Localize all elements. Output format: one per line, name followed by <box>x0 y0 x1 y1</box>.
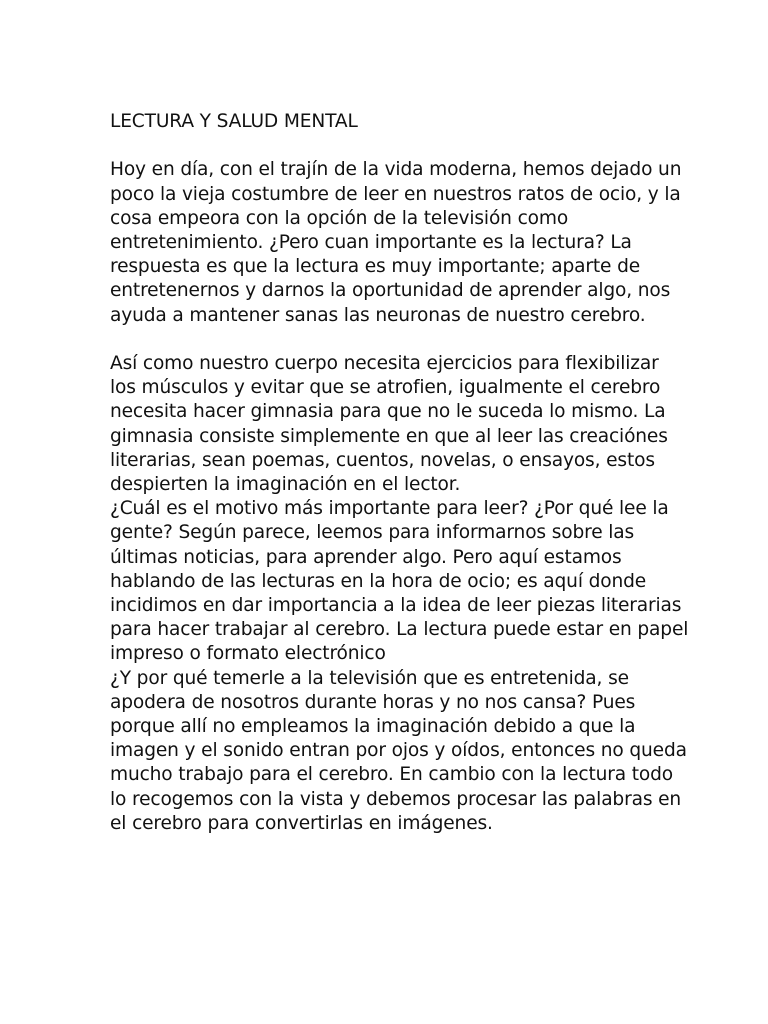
document-page <box>110 110 690 836</box>
paragraph-spacer <box>110 328 690 352</box>
paragraph-3: ¿Cuál es el motivo más importante para leer? ¿Por qué lee la gente? Según parece, leemos para informarnos sobre las últimas noticias, para aprender algo. Pero aquí estamos hablando de las lecturas en la hora de ocio; es aquí donde incidimos en dar importancia a la idea de leer piezas literarias para hacer trabajar al cerebro. La lectura puede estar en papel impreso o formato electrónico <box>110 498 689 665</box>
document-title: LECTURA Y SALUD MENTAL <box>110 111 358 132</box>
paragraph-2: Así como nuestro cuerpo necesita ejercicios para flexibilizar los músculos y evitar que se atrofien, igualmente el cerebro necesita hacer gimnasia para que no le suceda lo mismo. La gimnasia consiste simplemente en que al leer las creaciónes literarias, sean poemas, cuentos, novelas, o ensayos, estos despierten la imaginación en el lector. <box>110 353 668 496</box>
paragraph-4: ¿Y por qué temerle a la televisión que es entretenida, se apodera de nosotros durante horas y no nos cansa? Pues porque allí no empleamos la imaginación debido a que la imagen y el sonido entran por ojos y oídos, entonces no queda mucho trabajo para el cerebro. En cambio con la lectura todo lo recogemos con la vista y debemos procesar las palabras en el cerebro para convertirlas en imágenes. <box>110 667 687 834</box>
paragraph-1: Hoy en día, con el trajín de la vida moderna, hemos dejado un poco la vieja costumbre de leer en nuestros ratos de ocio, y la cosa empeora con la opción de la televisión como entretenimiento. ¿Pero cuan importante es la lectura? La respuesta es que la lectura es muy importante; aparte de entretenernos y darnos la oportunidad de aprender algo, nos ayuda a mantener sanas las neuronas de nuestro cerebro. <box>110 159 682 326</box>
